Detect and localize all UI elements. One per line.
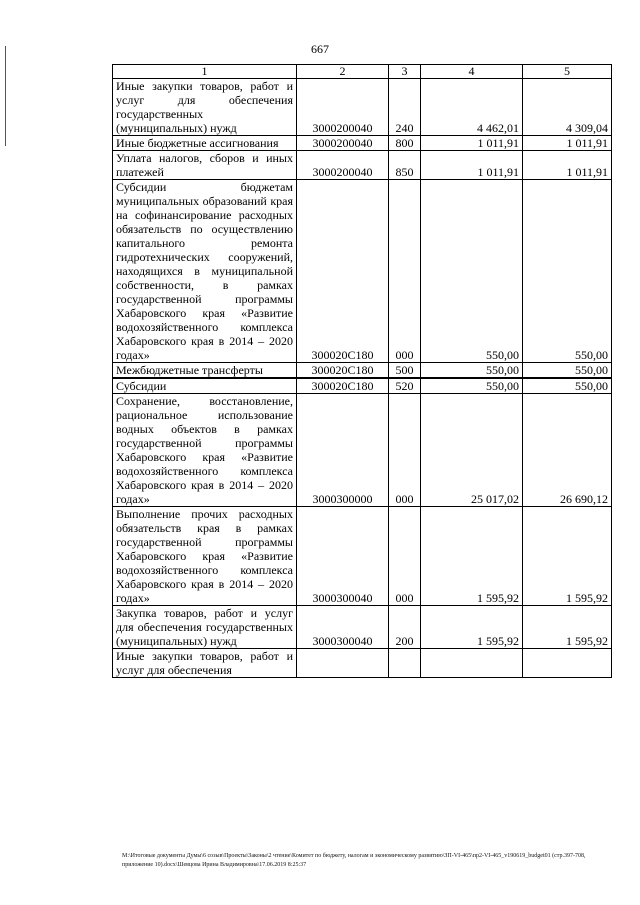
row-target-code: 3000200040 (297, 136, 389, 151)
column-header-5: 5 (523, 65, 612, 79)
table-row (113, 394, 612, 507)
column-header-4: 4 (421, 65, 523, 79)
row-amount-col4: 550,00 (421, 180, 523, 363)
table-row (113, 649, 612, 678)
row-description: Субсидии (113, 378, 297, 394)
table-row (113, 180, 612, 363)
row-description: Закупка товаров, работ и услуг для обеспечения государственных (муниципальных) нужд (113, 606, 297, 649)
row-amount-col5: 1 011,91 (523, 136, 612, 151)
row-expense-type: 000 (389, 507, 421, 606)
table-row (113, 79, 612, 136)
row-expense-type: 800 (389, 136, 421, 151)
row-description: Иные закупки товаров, работ и услуг для обеспечения государственных (муниципальных) нужд (113, 79, 297, 136)
row-amount-col5: 1 011,91 (523, 151, 612, 180)
table-row (113, 378, 612, 394)
row-description: Сохранение, восстановление, рациональное использование водных объектов в рамках государственной программы Хабаровского края «Развитие водохозяйственного комплекса Хабаровского края в 2014 – 2020 годах» (113, 394, 297, 507)
row-target-code: 3000200040 (297, 79, 389, 136)
header-row (113, 65, 612, 79)
row-expense-type (389, 649, 421, 678)
row-expense-type: 240 (389, 79, 421, 136)
table-row (113, 151, 612, 180)
row-description: Выполнение прочих расходных обязательств края в рамках государственной программы Хабаровского края «Развитие водохозяйственного комплекса Хабаровского края в 2014 – 2020 годах» (113, 507, 297, 606)
page-number: 667 (311, 42, 329, 56)
row-amount-col4: 25 017,02 (421, 394, 523, 507)
row-target-code (297, 649, 389, 678)
column-header-1: 1 (113, 65, 297, 79)
row-expense-type: 500 (389, 363, 421, 379)
row-amount-col5: 550,00 (523, 378, 612, 394)
row-expense-type: 000 (389, 394, 421, 507)
budget-table (112, 64, 612, 678)
table-row (113, 606, 612, 649)
document-file-path-footer: M:\Итоговые документы Думы\6 созыв\Проекты\Законы\2 чтение\Комитет по бюджету, налогам и экономическому развитию\ЗП-VI-465\пр2-VI-465_v190619_budget01 (стр.397-708, приложение 10).docx\Шевцова Ирина Владимировна\17.06.2019 8:25:37 (122, 853, 586, 868)
row-amount-col5: 550,00 (523, 363, 612, 379)
row-amount-col4: 1 011,91 (421, 136, 523, 151)
row-amount-col4: 1 011,91 (421, 151, 523, 180)
row-target-code: 3000300000 (297, 394, 389, 507)
row-amount-col5 (523, 649, 612, 678)
row-expense-type: 000 (389, 180, 421, 363)
row-description: Субсидии бюджетам муниципальных образований края на софинансирование расходных обязательств по осуществлению капитального ремонта гидротехнических сооружений, находящихся в муниципальной собственности, в рамках государственной программы Хабаровского края «Развитие водохозяйственного комплекса Хабаровского края в 2014 – 2020 годах» (113, 180, 297, 363)
row-amount-col4: 4 462,01 (421, 79, 523, 136)
row-amount-col4: 550,00 (421, 363, 523, 379)
column-header-2: 2 (297, 65, 389, 79)
row-amount-col4: 550,00 (421, 378, 523, 394)
row-target-code: 3000200040 (297, 151, 389, 180)
table-row (113, 507, 612, 606)
row-description: Межбюджетные трансферты (113, 363, 297, 379)
row-target-code: 300020С180 (297, 378, 389, 394)
row-target-code: 3000300040 (297, 606, 389, 649)
row-expense-type: 850 (389, 151, 421, 180)
row-expense-type: 520 (389, 378, 421, 394)
row-description: Уплата налогов, сборов и иных платежей (113, 151, 297, 180)
row-amount-col4: 1 595,92 (421, 606, 523, 649)
row-target-code: 300020С180 (297, 180, 389, 363)
table-row (113, 363, 612, 379)
table-row (113, 136, 612, 151)
row-amount-col4: 1 595,92 (421, 507, 523, 606)
row-amount-col5: 550,00 (523, 180, 612, 363)
row-target-code: 3000300040 (297, 507, 389, 606)
row-amount-col5: 1 595,92 (523, 606, 612, 649)
row-amount-col5: 1 595,92 (523, 507, 612, 606)
row-target-code: 300020С180 (297, 363, 389, 379)
column-header-3: 3 (389, 65, 421, 79)
margin-rule (5, 46, 6, 146)
row-amount-col5: 4 309,04 (523, 79, 612, 136)
row-description: Иные бюджетные ассигнования (113, 136, 297, 151)
row-description: Иные закупки товаров, работ и услуг для обеспечения (113, 649, 297, 678)
row-amount-col4 (421, 649, 523, 678)
row-expense-type: 200 (389, 606, 421, 649)
row-amount-col5: 26 690,12 (523, 394, 612, 507)
